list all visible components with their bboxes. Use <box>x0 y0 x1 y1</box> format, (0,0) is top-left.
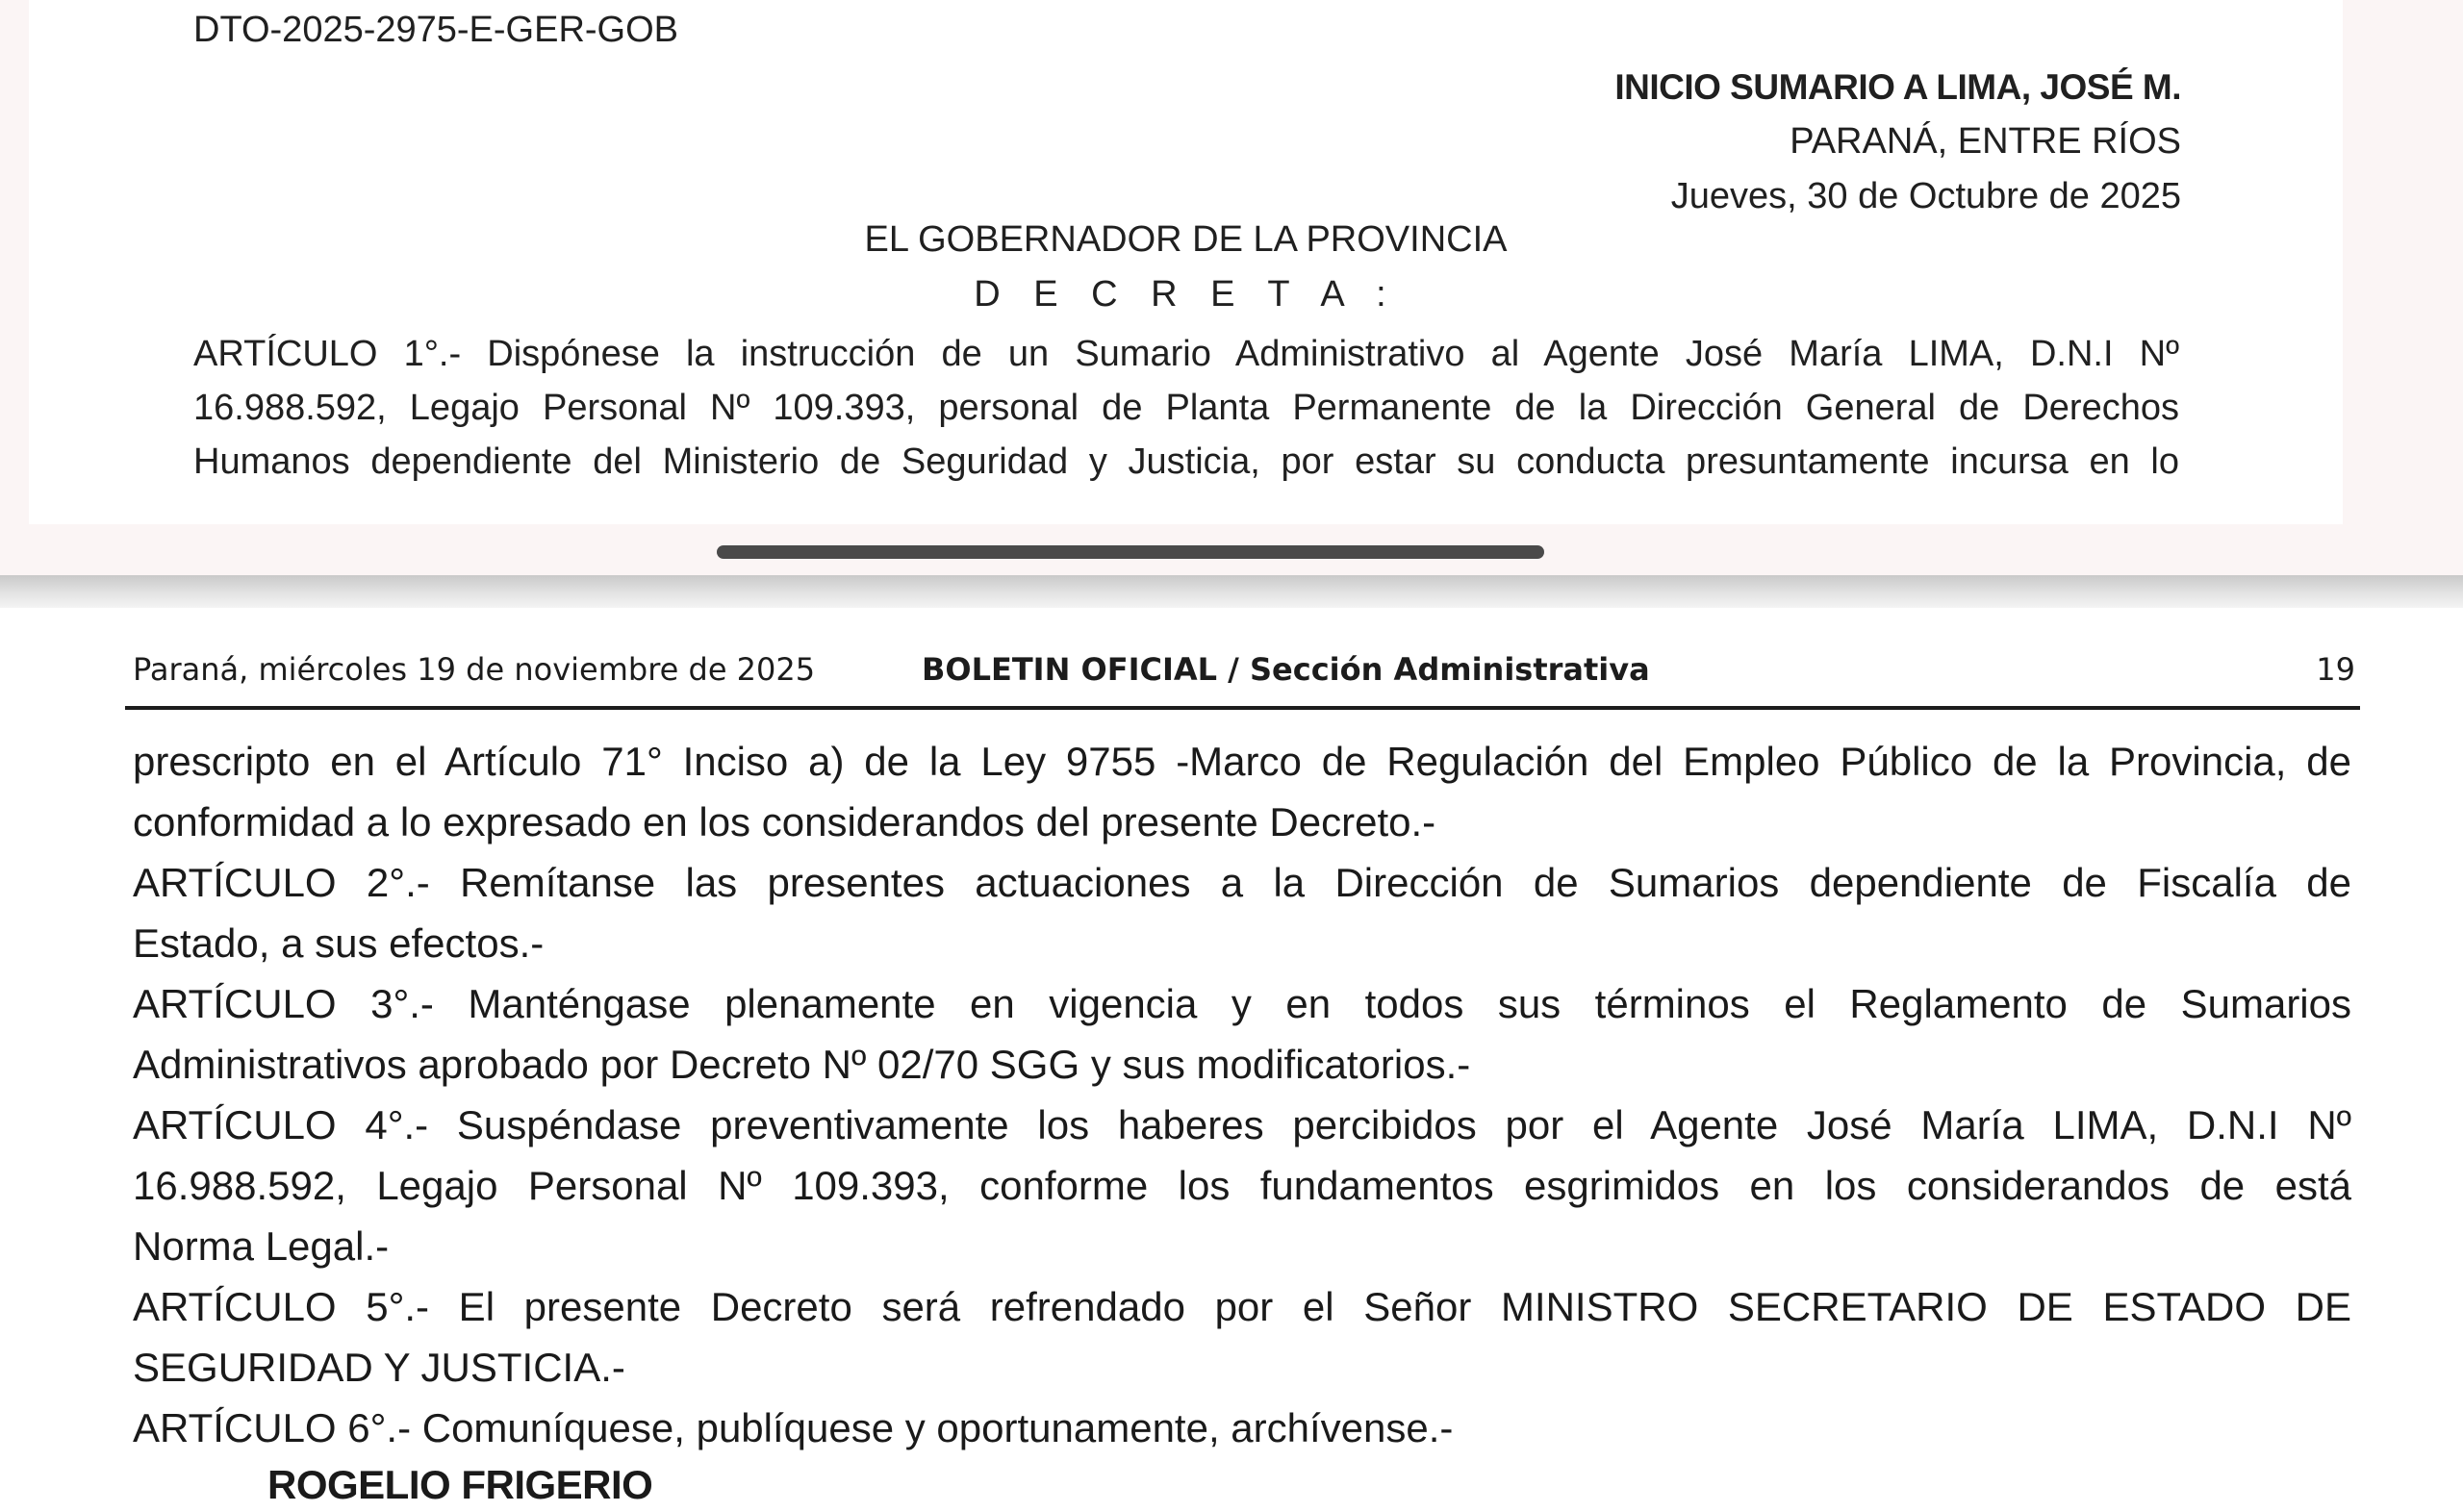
decreta-heading: D E C R E T A : <box>974 274 1398 315</box>
decree-subject: INICIO SUMARIO A LIMA, JOSÉ M. <box>1614 67 2181 107</box>
page-divider <box>0 575 2463 608</box>
article-1 <box>193 327 2179 489</box>
page-number: 19 <box>2316 651 2355 688</box>
bulletin-title: BOLETIN OFICIAL / Sección Administrativa <box>922 651 1650 688</box>
article-3-line: Administrativos aprobado por Decreto Nº 02/70 SGG y sus modificatorios.- <box>133 1042 1471 1087</box>
document-id: DTO-2025-2975-E-GER-GOB <box>193 10 679 50</box>
top-document-page <box>29 0 2343 524</box>
decree-body <box>133 731 2351 1458</box>
header-rule <box>125 706 2360 710</box>
article-1-line: Humanos dependiente del Ministerio de Seguridad y Justicia, por estar su conducta presuntamente incursa en lo <box>193 441 2179 482</box>
article-5-line: ARTÍCULO 5°.- El presente Decreto será refrendado por el Señor MINISTRO SECRETARIO DE ESTADO DE <box>133 1284 2351 1329</box>
bottom-document-page <box>0 608 2463 1512</box>
body-line: prescripto en el Artículo 71° Inciso a) de la Ley 9755 -Marco de Regulación del Empleo Público de la Provincia, de <box>133 739 2351 784</box>
article-3-line: ARTÍCULO 3°.- Manténgase plenamente en vigencia y en todos sus términos el Reglamento de Sumarios <box>133 981 2351 1026</box>
decree-place: PARANÁ, ENTRE RÍOS <box>1790 121 2181 162</box>
article-1-line: ARTÍCULO 1°.- Dispónese la instrucción de un Sumario Administrativo al Agente José María LIMA, D.N.I Nº <box>193 334 2179 374</box>
article-4-line: Norma Legal.- <box>133 1223 390 1269</box>
article-2-line: ARTÍCULO 2°.- Remítanse las presentes actuaciones a la Dirección de Sumarios dependiente de Fiscalía de <box>133 860 2351 905</box>
article-2-line: Estado, a sus efectos.- <box>133 920 545 966</box>
bulletin-header <box>133 651 2355 699</box>
body-line: conformidad a lo expresado en los considerandos del presente Decreto.- <box>133 799 1436 844</box>
article-4-line: ARTÍCULO 4°.- Suspéndase preventivamente los haberes percibidos por el Agente José María LIMA, D.N.I Nº <box>133 1102 2351 1147</box>
article-1-line: 16.988.592, Legajo Personal Nº 109.393, personal de Planta Permanente de la Dirección General de Derechos <box>193 388 2179 428</box>
signature-name: ROGELIO FRIGERIO <box>267 1462 653 1507</box>
bulletin-date: Paraná, miércoles 19 de noviembre de 2025 <box>133 651 816 688</box>
decree-date: Jueves, 30 de Octubre de 2025 <box>1670 176 2181 216</box>
article-6-line: ARTÍCULO 6°.- Comuníquese, publíquese y oportunamente, archívense.- <box>133 1405 1454 1450</box>
article-4-line: 16.988.592, Legajo Personal Nº 109.393, conforme los fundamentos esgrimidos en los considerandos de está <box>133 1163 2351 1208</box>
header-right-block <box>1614 60 2181 224</box>
article-5-line: SEGURIDAD Y JUSTICIA.- <box>133 1345 625 1390</box>
authority-title: EL GOBERNADOR DE LA PROVINCIA <box>864 219 1508 260</box>
scroll-handle[interactable] <box>717 545 1544 559</box>
